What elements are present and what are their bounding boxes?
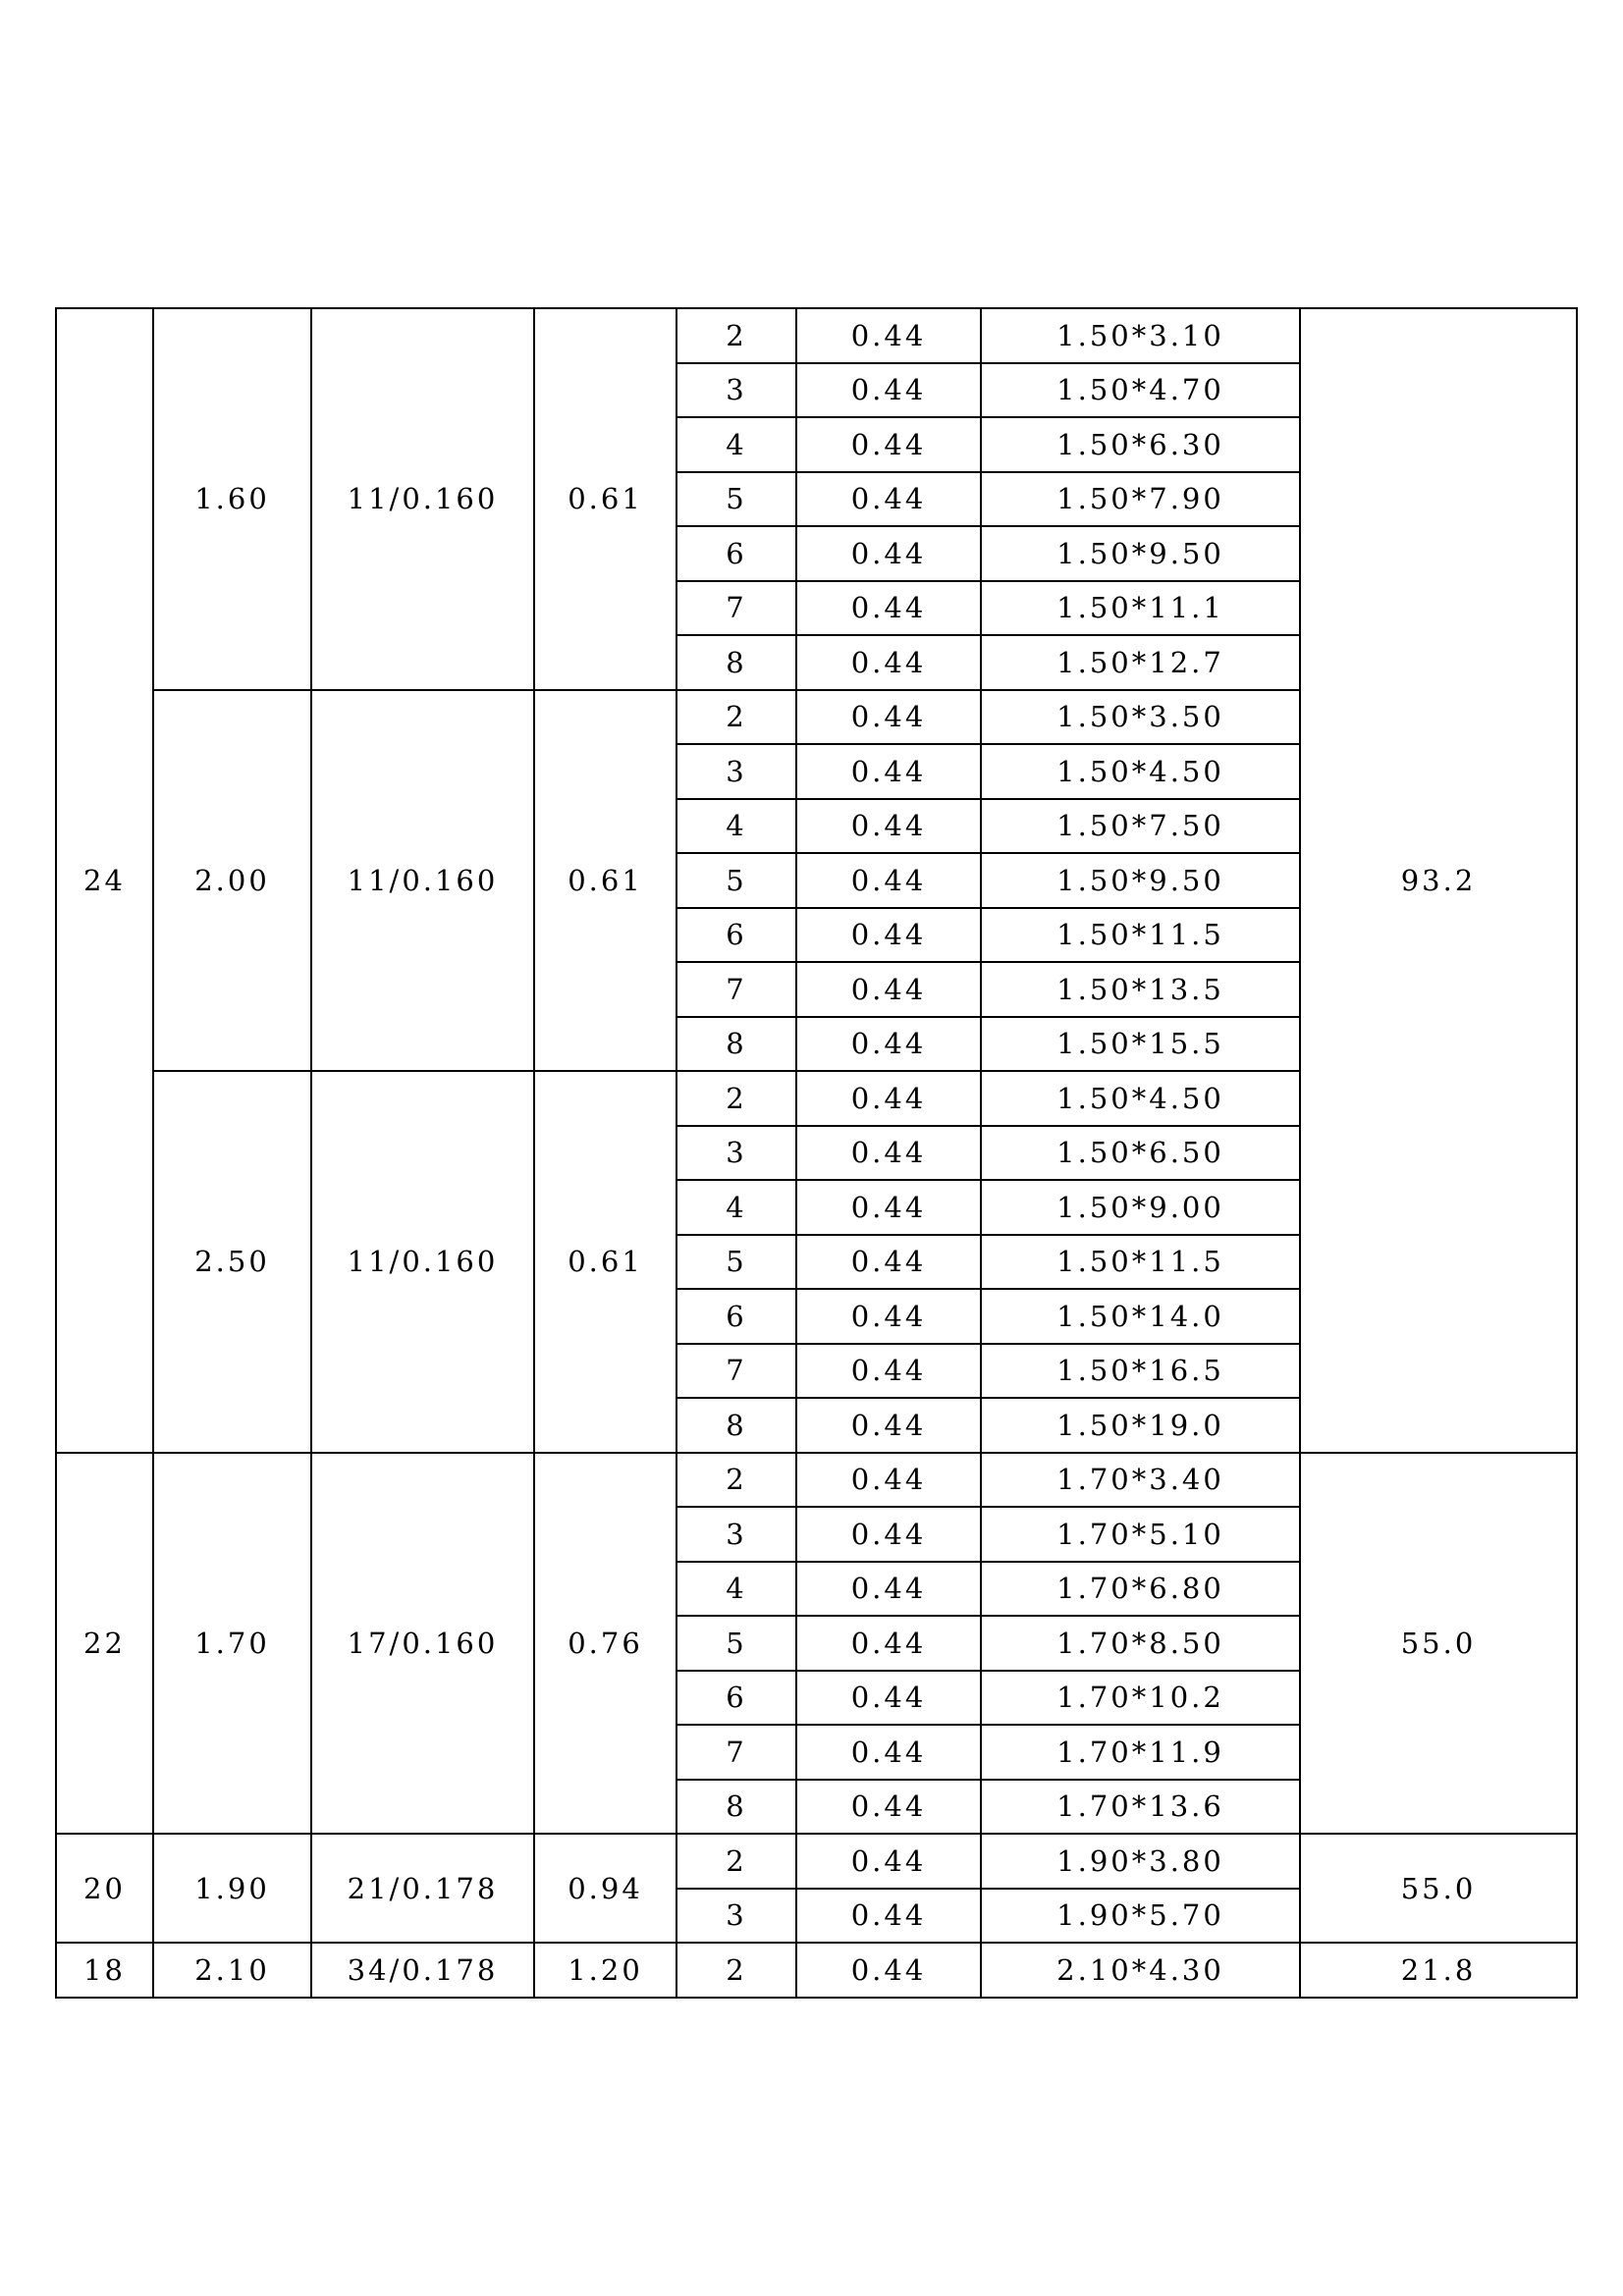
table-row bbox=[56, 1453, 1577, 1508]
core-count-cell: 2 bbox=[676, 308, 796, 363]
outer-dimension-cell: 1.90*3.80 bbox=[981, 1834, 1300, 1889]
outer-dimension-cell: 1.70*6.80 bbox=[981, 1562, 1300, 1617]
core-count-cell: 2 bbox=[676, 1943, 796, 1998]
outer-dimension-cell: 1.50*12.7 bbox=[981, 635, 1300, 690]
sheath-thickness-cell: 0.44 bbox=[796, 417, 981, 472]
core-count-cell: 4 bbox=[676, 1562, 796, 1617]
outer-dimension-cell: 1.50*4.70 bbox=[981, 363, 1300, 418]
outer-dimension-cell: 1.70*13.6 bbox=[981, 1780, 1300, 1835]
core-count-cell: 8 bbox=[676, 1017, 796, 1072]
core-count-cell: 3 bbox=[676, 1507, 796, 1562]
conductor-diameter-cell: 2.50 bbox=[153, 1071, 311, 1453]
outer-dimension-cell: 1.50*15.5 bbox=[981, 1017, 1300, 1072]
sheath-thickness-cell: 0.44 bbox=[796, 1562, 981, 1617]
outer-dimension-cell: 1.50*11.5 bbox=[981, 908, 1300, 963]
total-value-cell: 55.0 bbox=[1300, 1834, 1577, 1943]
sheath-thickness-cell: 0.44 bbox=[796, 1071, 981, 1126]
outer-dimension-cell: 1.50*9.00 bbox=[981, 1180, 1300, 1235]
core-count-cell: 2 bbox=[676, 1071, 796, 1126]
table-row bbox=[56, 1943, 1577, 1998]
core-count-cell: 3 bbox=[676, 1126, 796, 1181]
core-count-cell: 8 bbox=[676, 635, 796, 690]
sheath-thickness-cell: 0.44 bbox=[796, 1616, 981, 1671]
sheath-thickness-cell: 0.44 bbox=[796, 1671, 981, 1726]
strand-construction-cell: 11/0.160 bbox=[311, 308, 534, 690]
insulation-thickness-cell: 0.94 bbox=[534, 1834, 676, 1943]
sheath-thickness-cell: 0.44 bbox=[796, 1017, 981, 1072]
conductor-diameter-cell: 1.90 bbox=[153, 1834, 311, 1943]
sheath-thickness-cell: 0.44 bbox=[796, 1180, 981, 1235]
conductor-diameter-cell: 1.60 bbox=[153, 308, 311, 690]
sheath-thickness-cell: 0.44 bbox=[796, 635, 981, 690]
core-count-cell: 5 bbox=[676, 853, 796, 908]
sheath-thickness-cell: 0.44 bbox=[796, 1889, 981, 1944]
core-count-cell: 5 bbox=[676, 1235, 796, 1290]
core-count-cell: 4 bbox=[676, 1180, 796, 1235]
sheath-thickness-cell: 0.44 bbox=[796, 1453, 981, 1508]
core-count-cell: 8 bbox=[676, 1398, 796, 1453]
sheath-thickness-cell: 0.44 bbox=[796, 308, 981, 363]
awg-cell: 22 bbox=[56, 1453, 153, 1835]
strand-construction-cell: 34/0.178 bbox=[311, 1943, 534, 1998]
sheath-thickness-cell: 0.44 bbox=[796, 1780, 981, 1835]
sheath-thickness-cell: 0.44 bbox=[796, 799, 981, 854]
strand-construction-cell: 11/0.160 bbox=[311, 1071, 534, 1453]
outer-dimension-cell: 1.50*4.50 bbox=[981, 744, 1300, 799]
core-count-cell: 2 bbox=[676, 1453, 796, 1508]
outer-dimension-cell: 1.50*7.90 bbox=[981, 472, 1300, 527]
sheath-thickness-cell: 0.44 bbox=[796, 1398, 981, 1453]
sheath-thickness-cell: 0.44 bbox=[796, 581, 981, 636]
outer-dimension-cell: 1.70*5.10 bbox=[981, 1507, 1300, 1562]
outer-dimension-cell: 1.90*5.70 bbox=[981, 1889, 1300, 1944]
strand-construction-cell: 21/0.178 bbox=[311, 1834, 534, 1943]
core-count-cell: 7 bbox=[676, 1344, 796, 1399]
outer-dimension-cell: 1.50*6.50 bbox=[981, 1126, 1300, 1181]
core-count-cell: 3 bbox=[676, 363, 796, 418]
cable-spec-table bbox=[55, 307, 1578, 1999]
insulation-thickness-cell: 0.61 bbox=[534, 1071, 676, 1453]
outer-dimension-cell: 1.50*6.30 bbox=[981, 417, 1300, 472]
table-body bbox=[56, 308, 1577, 1998]
sheath-thickness-cell: 0.44 bbox=[796, 1344, 981, 1399]
core-count-cell: 4 bbox=[676, 417, 796, 472]
core-count-cell: 3 bbox=[676, 744, 796, 799]
table-row bbox=[56, 308, 1577, 363]
insulation-thickness-cell: 0.61 bbox=[534, 690, 676, 1072]
core-count-cell: 8 bbox=[676, 1780, 796, 1835]
sheath-thickness-cell: 0.44 bbox=[796, 1834, 981, 1889]
outer-dimension-cell: 2.10*4.30 bbox=[981, 1943, 1300, 1998]
core-count-cell: 6 bbox=[676, 1671, 796, 1726]
awg-cell: 18 bbox=[56, 1943, 153, 1998]
outer-dimension-cell: 1.50*9.50 bbox=[981, 526, 1300, 581]
core-count-cell: 5 bbox=[676, 472, 796, 527]
total-value-cell: 93.2 bbox=[1300, 308, 1577, 1453]
outer-dimension-cell: 1.50*7.50 bbox=[981, 799, 1300, 854]
core-count-cell: 6 bbox=[676, 1289, 796, 1344]
total-value-cell: 55.0 bbox=[1300, 1453, 1577, 1835]
table-row bbox=[56, 1834, 1577, 1889]
outer-dimension-cell: 1.70*3.40 bbox=[981, 1453, 1300, 1508]
strand-construction-cell: 11/0.160 bbox=[311, 690, 534, 1072]
sheath-thickness-cell: 0.44 bbox=[796, 744, 981, 799]
core-count-cell: 7 bbox=[676, 581, 796, 636]
core-count-cell: 5 bbox=[676, 1616, 796, 1671]
core-count-cell: 7 bbox=[676, 1725, 796, 1780]
outer-dimension-cell: 1.50*11.5 bbox=[981, 1235, 1300, 1290]
awg-cell: 20 bbox=[56, 1834, 153, 1943]
sheath-thickness-cell: 0.44 bbox=[796, 962, 981, 1017]
total-value-cell: 21.8 bbox=[1300, 1943, 1577, 1998]
conductor-diameter-cell: 1.70 bbox=[153, 1453, 311, 1835]
core-count-cell: 6 bbox=[676, 526, 796, 581]
sheath-thickness-cell: 0.44 bbox=[796, 1126, 981, 1181]
core-count-cell: 2 bbox=[676, 690, 796, 745]
outer-dimension-cell: 1.50*3.50 bbox=[981, 690, 1300, 745]
insulation-thickness-cell: 1.20 bbox=[534, 1943, 676, 1998]
outer-dimension-cell: 1.50*11.1 bbox=[981, 581, 1300, 636]
insulation-thickness-cell: 0.76 bbox=[534, 1453, 676, 1835]
conductor-diameter-cell: 2.00 bbox=[153, 690, 311, 1072]
outer-dimension-cell: 1.50*19.0 bbox=[981, 1398, 1300, 1453]
outer-dimension-cell: 1.50*3.10 bbox=[981, 308, 1300, 363]
sheath-thickness-cell: 0.44 bbox=[796, 363, 981, 418]
outer-dimension-cell: 1.70*10.2 bbox=[981, 1671, 1300, 1726]
sheath-thickness-cell: 0.44 bbox=[796, 853, 981, 908]
sheath-thickness-cell: 0.44 bbox=[796, 1943, 981, 1998]
insulation-thickness-cell: 0.61 bbox=[534, 308, 676, 690]
sheath-thickness-cell: 0.44 bbox=[796, 908, 981, 963]
sheath-thickness-cell: 0.44 bbox=[796, 472, 981, 527]
sheath-thickness-cell: 0.44 bbox=[796, 1235, 981, 1290]
outer-dimension-cell: 1.50*14.0 bbox=[981, 1289, 1300, 1344]
outer-dimension-cell: 1.70*11.9 bbox=[981, 1725, 1300, 1780]
core-count-cell: 6 bbox=[676, 908, 796, 963]
outer-dimension-cell: 1.50*13.5 bbox=[981, 962, 1300, 1017]
core-count-cell: 3 bbox=[676, 1889, 796, 1944]
conductor-diameter-cell: 2.10 bbox=[153, 1943, 311, 1998]
awg-cell: 24 bbox=[56, 308, 153, 1453]
sheath-thickness-cell: 0.44 bbox=[796, 690, 981, 745]
core-count-cell: 2 bbox=[676, 1834, 796, 1889]
outer-dimension-cell: 1.50*9.50 bbox=[981, 853, 1300, 908]
core-count-cell: 7 bbox=[676, 962, 796, 1017]
strand-construction-cell: 17/0.160 bbox=[311, 1453, 534, 1835]
outer-dimension-cell: 1.50*4.50 bbox=[981, 1071, 1300, 1126]
sheath-thickness-cell: 0.44 bbox=[796, 1507, 981, 1562]
sheath-thickness-cell: 0.44 bbox=[796, 1725, 981, 1780]
sheath-thickness-cell: 0.44 bbox=[796, 1289, 981, 1344]
core-count-cell: 4 bbox=[676, 799, 796, 854]
outer-dimension-cell: 1.70*8.50 bbox=[981, 1616, 1300, 1671]
outer-dimension-cell: 1.50*16.5 bbox=[981, 1344, 1300, 1399]
sheath-thickness-cell: 0.44 bbox=[796, 526, 981, 581]
